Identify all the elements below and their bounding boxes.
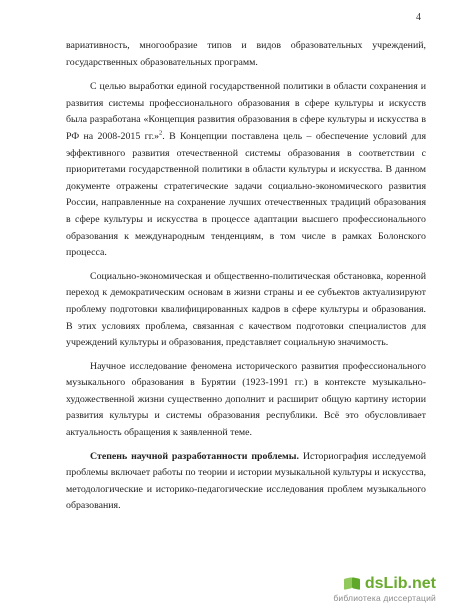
paragraph-5-text: Историография исследуемой проблемы включает работы по теории и истории музыкальной культуры и искусства, методологические и историко-педагогические исследования проблем музыкального образования.	[66, 450, 426, 512]
watermark[interactable]	[333, 575, 436, 603]
paragraph-1: вариативность, многообразие типов и видов образовательных учреждений, государственных образовательных программ.	[66, 40, 426, 68]
paragraph-2-text: С целью выработки единой государственной политики в области сохранения и развития системы профессионального образования в сфере культуры и искусств была разработана «Концепция развития образования в сфере культуры и искусства в РФ на 2008-2015 гг.»	[66, 81, 426, 142]
paragraph-5	[66, 449, 426, 515]
paragraph-2	[66, 79, 426, 262]
paragraph-3: Социально-экономическая и общественно-политическая обстановка, коренной переход к демократическим основам в жизни страны и ее субъектов актуализируют проблему подготовки квалифицированных кадров в сфере культуры и образования. В этих условиях проблема, связанная с качеством подготовки специалистов для учреждений культуры и образования, представляет социальную значимость.	[66, 270, 426, 349]
paragraph-4: Научное исследование феномена исторического развития профессионального музыкального образования в Бурятии (1923-1991 гг.) в контексте музыкально-художественной жизни существенно дополнит и расширит общую картину истории развития культуры и системы образования республики. Всё это обусловливает актуальность обращения к заявленной теме.	[66, 360, 426, 439]
document-body	[66, 38, 426, 515]
section-heading: Степень научной разработанности проблемы.	[90, 450, 299, 462]
watermark-brand	[333, 575, 436, 593]
book-icon	[343, 577, 361, 591]
page-number: 4	[416, 12, 421, 23]
paragraph-2-tail: . В Концепции поставлена цель – обеспечение условий для эффективного развития отечественной системы образования в соответствии с приоритетами государственной политики в области культуры и искусства. В данном документе отражены стратегические задачи социально-экономического развития России, направленные на сохранение лучших отечественных традиций образования в сфере культуры и искусства в процессе адаптации высшего профессионального образования к международным тенденциям, в том числе в рамках Болонского процесса.	[66, 130, 427, 259]
watermark-tagline: библиотека диссертаций	[333, 593, 436, 603]
watermark-name: dsLib.net	[364, 575, 436, 592]
footnote-ref[interactable]: 2	[159, 129, 163, 137]
